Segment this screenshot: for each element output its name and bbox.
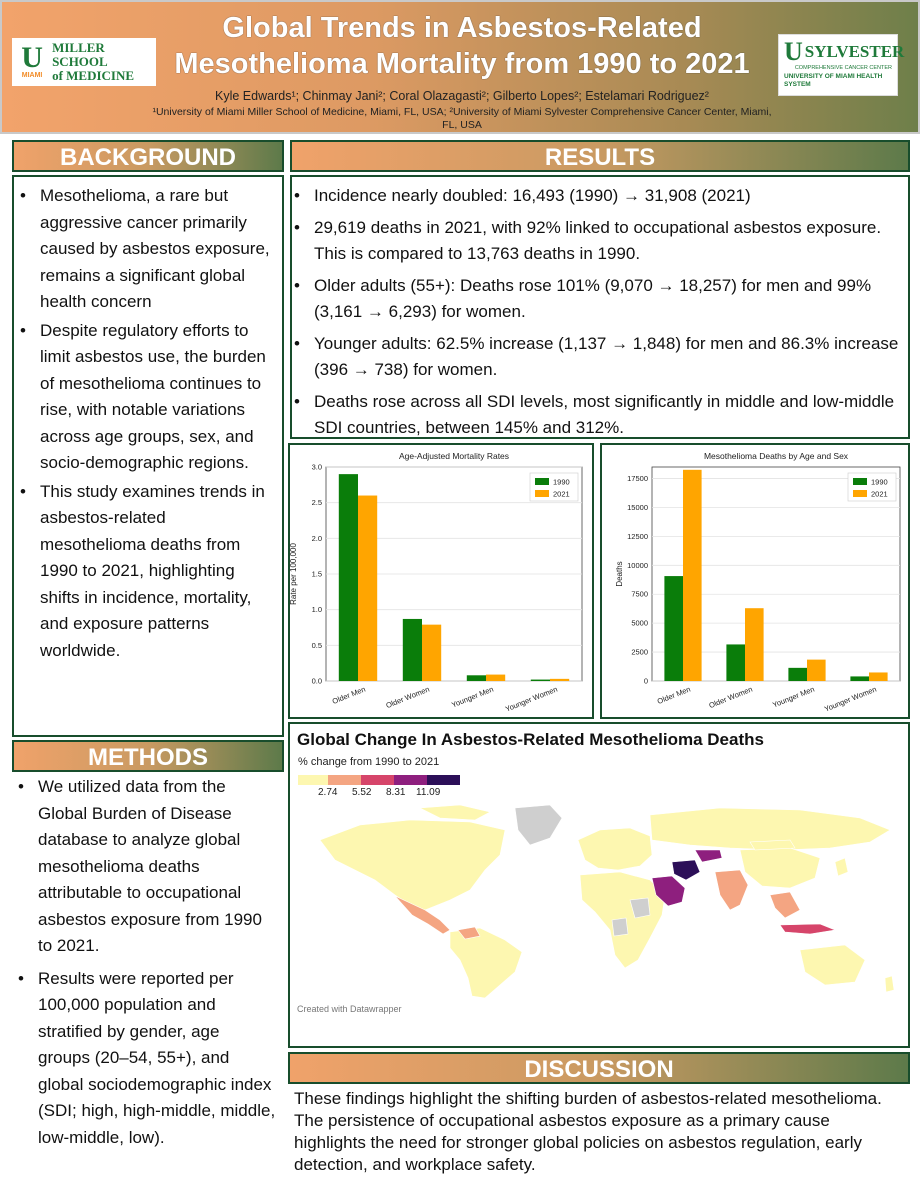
world-map [300,800,900,1000]
y-tick-label: 1.0 [311,605,322,615]
legend-label: 5.52 [352,787,372,798]
poster-banner [0,0,920,134]
background-heading: BACKGROUND [12,140,284,172]
y-tick-label: 12500 [627,531,648,541]
bar-1990-older-women [726,644,745,681]
logo-right-name: SYLVESTER [804,42,905,61]
y-tick-label: 3.0 [311,462,322,472]
legend-swatch [535,478,549,485]
mortality-rate-chart-box [288,443,594,719]
logo-right-sub2: UNIVERSITY OF MIAMI HEALTH SYSTEM [784,73,883,88]
mortality-rate-chart [290,445,592,717]
logo-left-line1: MILLER SCHOOL [52,40,108,69]
list-item: • Mesothelioma, a rare but aggressive cancer primarily caused by asbestos exposure, remains a significant global health concern [18,183,274,316]
affiliations: ¹University of Miami Miller School of Medicine, Miami, FL, USA; ²University of Miami Sylvester Comprehensive Cancer Center, Miami, FL, USA [152,106,772,131]
bar-2021-older-women [422,625,441,681]
x-tick-label: Older Men [330,684,367,706]
bar-1990-older-men [664,576,683,681]
y-tick-label: 2.0 [311,533,322,543]
discussion-box [288,1084,910,1192]
x-tick-label: Younger Men [771,684,816,710]
y-tick-label: 7500 [631,589,648,599]
legend-swatch [328,775,361,785]
y-tick-label: 2500 [631,647,648,657]
region-south-america [450,928,522,998]
legend-label: 2021 [553,489,570,499]
region-europe [578,828,652,870]
region-arctic-canada [420,805,490,820]
legend-swatch [535,490,549,497]
region-new-zealand [885,976,894,992]
region-japan [835,858,848,876]
list-item: • We utilized data from the Global Burden of Disease database to analyze global mesothelioma deaths attributable to occupational asbestos exposure from 1990 to 2021. [16,774,276,960]
map-title: Global Change In Asbestos-Related Mesothelioma Deaths [297,730,764,749]
y-axis-label: Deaths [615,561,624,587]
bar-2021-younger-women [869,672,888,681]
y-axis-label: Rate per 100,000 [289,543,298,605]
x-tick-label: Younger Men [450,684,495,710]
region-india [715,870,748,910]
deaths-chart-box [600,443,910,719]
legend-label: 2.74 [318,787,338,798]
map-legend [298,775,460,785]
list-item: • Younger adults: 62.5% increase (1,137 → 1,848) for men and 86.3% increase (396 → 738) for women. [292,331,900,383]
bar-1990-older-men [339,474,358,681]
region-indonesia [780,924,835,934]
region-australia [800,945,865,985]
list-item: • This study examines trends in asbestos-related mesothelioma deaths from 1990 to 2021, highlighting shifts in incidence, mortality, and exposure patterns worldwide. [18,479,274,665]
y-tick-label: 0 [643,676,648,686]
background-list [18,183,274,664]
u-mark-icon: U MIAMI [21,41,43,79]
sylvester-logo [778,34,905,96]
region-central-asia [695,850,722,862]
logo-right-sub1: COMPREHENSIVE CANCER CENTER [794,65,892,71]
region-china [740,848,820,888]
chart-title: Age-Adjusted Mortality Rates [398,451,510,461]
methods-list [16,774,276,1151]
legend-label: 1990 [871,477,888,487]
bar-1990-older-women [403,619,422,681]
results-list [292,183,900,441]
poster-title: Global Trends in Asbestos-Related Mesothelioma Mortality from 1990 to 2021 [174,12,750,80]
discussion-text: These findings highlight the shifting burden of asbestos-related mesothelioma. The persistence of occupational asbestos exposure as a primary cause highlights the need for stronger global policies on asbestos regulation, early detection, and workplace safety. [294,1089,882,1174]
legend-swatch [853,478,867,485]
legend-swatch [361,775,394,785]
legend-swatch [853,490,867,497]
map-credit: Created with Datawrapper [297,1004,402,1014]
region-greenland [515,805,562,845]
bar-2021-younger-men [807,660,826,681]
legend-swatch [394,775,427,785]
bar-2021-older-women [745,608,764,681]
bar-1990-younger-men [788,668,807,681]
u-mark-icon: U [784,37,803,66]
methods-heading: METHODS [12,740,284,772]
background-box [12,175,284,737]
bar-2021-younger-men [486,675,505,681]
x-tick-label: Older Women [384,684,431,711]
y-tick-label: 0.5 [311,640,322,650]
region-mongolia [750,840,795,850]
list-item: • Deaths rose across all SDI levels, most significantly in middle and low-middle SDI countries, between 145% and 312%. [292,389,900,441]
legend-label: 8.31 [386,787,406,798]
discussion-heading: DISCUSSION [288,1052,910,1084]
region-iran [672,860,700,880]
bar-2021-older-men [683,470,702,681]
bar-1990-younger-men [467,675,486,681]
list-item: • Results were reported per 100,000 population and stratified by gender, age groups (20–54, 55+), and global sociodemographic index (SDI; high, high-middle, middle, low-middle, low). [16,966,276,1152]
author-list: Kyle Edwards¹; Chinmay Jani²; Coral Olazagasti²; Gilberto Lopes²; Estelamari Rodriguez² [215,89,709,103]
legend-swatch [298,775,328,785]
bar-2021-older-men [358,496,377,681]
y-tick-label: 1.5 [311,569,322,579]
bar-1990-younger-women [531,680,550,681]
map-subtitle: % change from 1990 to 2021 [298,756,440,768]
x-tick-label: Older Women [707,684,754,711]
bar-1990-younger-women [850,676,869,681]
y-tick-label: 17500 [627,474,648,484]
bar-2021-younger-women [550,679,569,681]
region-north-america [320,820,505,910]
x-tick-label: Older Men [655,684,692,706]
results-heading: RESULTS [290,140,910,172]
logo-left-line2: of MEDICINE [52,68,135,83]
region-southeast-asia [770,892,800,918]
y-tick-label: 10000 [627,560,648,570]
legend-label: 2021 [871,489,888,499]
x-tick-label: Younger Women [503,684,559,714]
y-tick-label: 15000 [627,502,648,512]
legend-swatch [427,775,460,785]
miller-school-logo [12,38,156,86]
x-tick-label: Younger Women [822,684,878,714]
chart-title: Mesothelioma Deaths by Age and Sex [703,451,849,461]
methods-box [12,774,284,1194]
y-tick-label: 0.0 [311,676,322,686]
list-item: • 29,619 deaths in 2021, with 92% linked to occupational asbestos exposure. This is compared to 13,763 deaths in 1990. [292,215,900,267]
legend-label: 1990 [553,477,570,487]
region-congo [612,918,628,936]
list-item: • Incidence nearly doubled: 16,493 (1990) → 31,908 (2021) [292,183,900,209]
list-item: • Despite regulatory efforts to limit asbestos use, the burden of mesothelioma continues to rise, with notable variations across age groups, sex, and socio-demographic regions. [18,318,274,477]
list-item: • Older adults (55+): Deaths rose 101% (9,070 → 18,257) for men and 99% (3,161 → 6,293) for women. [292,273,900,325]
y-tick-label: 2.5 [311,498,322,508]
deaths-chart [602,445,908,717]
results-box [290,175,910,439]
legend-label: 11.09 [416,787,441,798]
y-tick-label: 5000 [631,618,648,628]
